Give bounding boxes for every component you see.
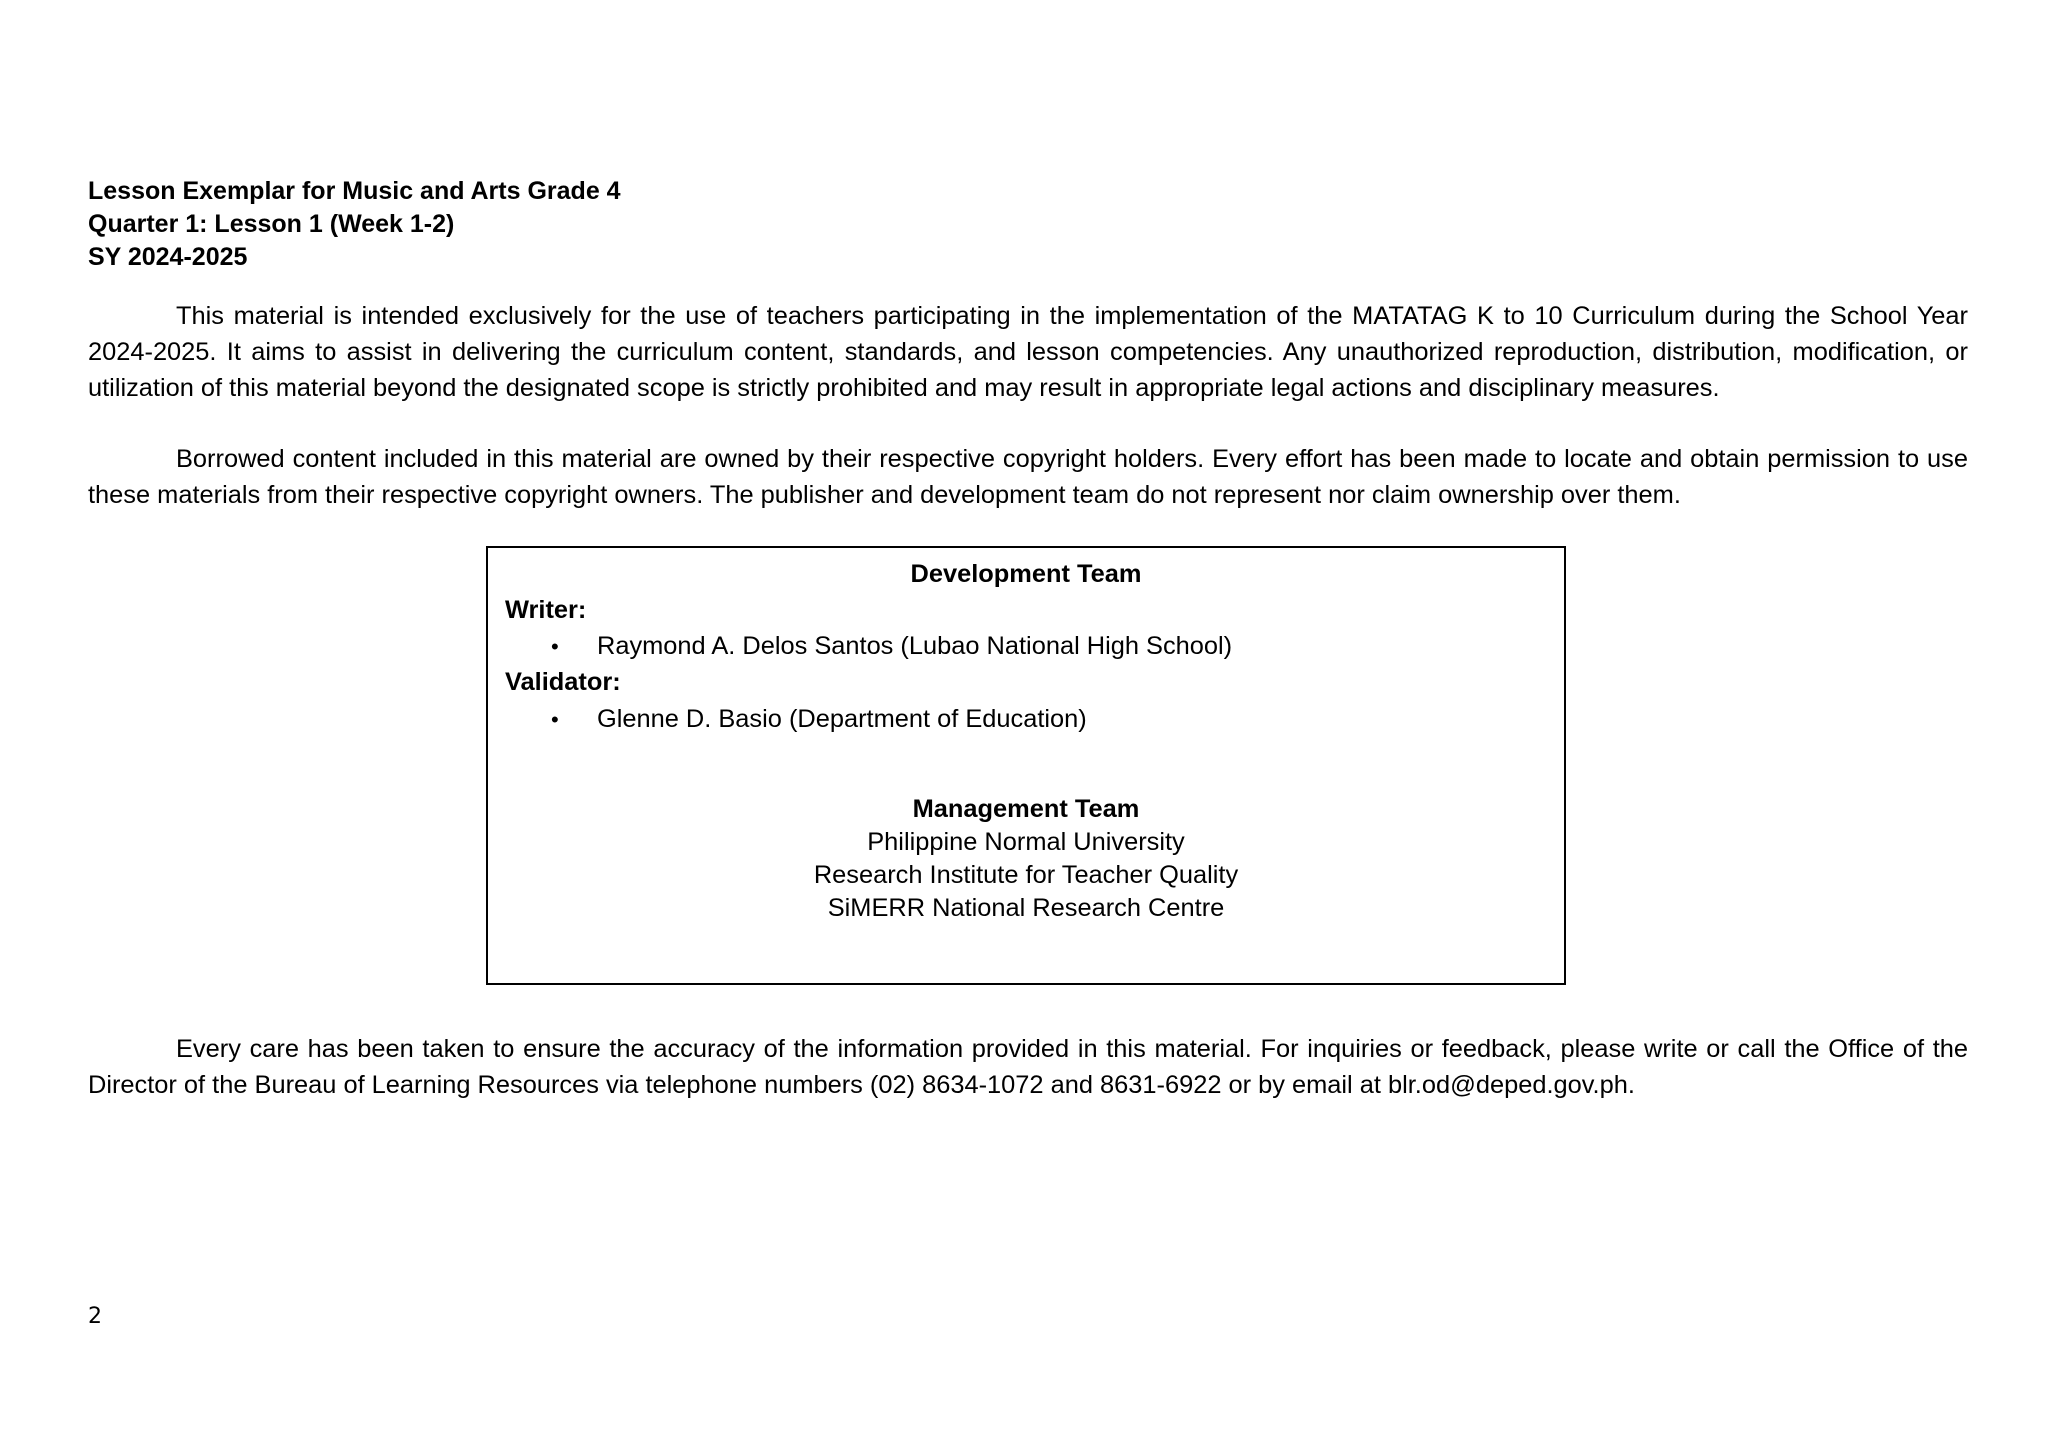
team-box [486,546,1566,985]
management-team-line: Philippine Normal University [867,828,1185,856]
lesson-title: Lesson Exemplar for Music and Arts Grade 4 [88,177,621,205]
bullet-icon: • [551,634,559,659]
lesson-quarter: Quarter 1: Lesson 1 (Week 1-2) [88,210,455,238]
school-year: SY 2024-2025 [88,243,248,271]
inquiries-paragraph: Every care has been taken to ensure the accuracy of the information provided in this material. For inquiries or feedback, please write or call the Office of the Director of the Bureau of Learning Resources via telephone numbers (02) 8634-1072 and 8631-6922 or by email at blr.od@deped.gov.ph. [88,1035,1968,1099]
management-team-title: Management Team [912,795,1140,823]
bullet-icon: • [551,707,559,732]
borrowed-content-paragraph: Borrowed content included in this material are owned by their respective copyright holders. Every effort has been made to locate and obtain permission to use these materials from their respective copyright owners. The publisher and development team do not represent nor claim ownership over them. [88,445,1968,509]
development-team-title: Development Team [910,560,1142,588]
document-header [88,175,1488,274]
validator-label: Validator: [505,668,621,696]
validator-name: Glenne D. Basio (Department of Education) [597,705,1087,733]
writer-label: Writer: [505,596,587,624]
validator-list-item [551,703,1087,736]
writer-name: Raymond A. Delos Santos (Lubao National High School) [597,632,1233,660]
management-team-line: Research Institute for Teacher Quality [813,861,1239,889]
page-number: 2 [88,1304,102,1329]
writer-list-item [551,630,1232,663]
management-team-line: SiMERR National Research Centre [827,894,1225,922]
usage-notice-paragraph: This material is intended exclusively for the use of teachers participating in the implementation of the MATATAG K to 10 Curriculum during the School Year 2024-2025. It aims to assist in delivering the curriculum content, standards, and lesson competencies. Any unauthorized reproduction, distribution, modification, or utilization of this material beyond the designated scope is strictly prohibited and may result in appropriate legal actions and disciplinary measures. [88,302,1968,402]
